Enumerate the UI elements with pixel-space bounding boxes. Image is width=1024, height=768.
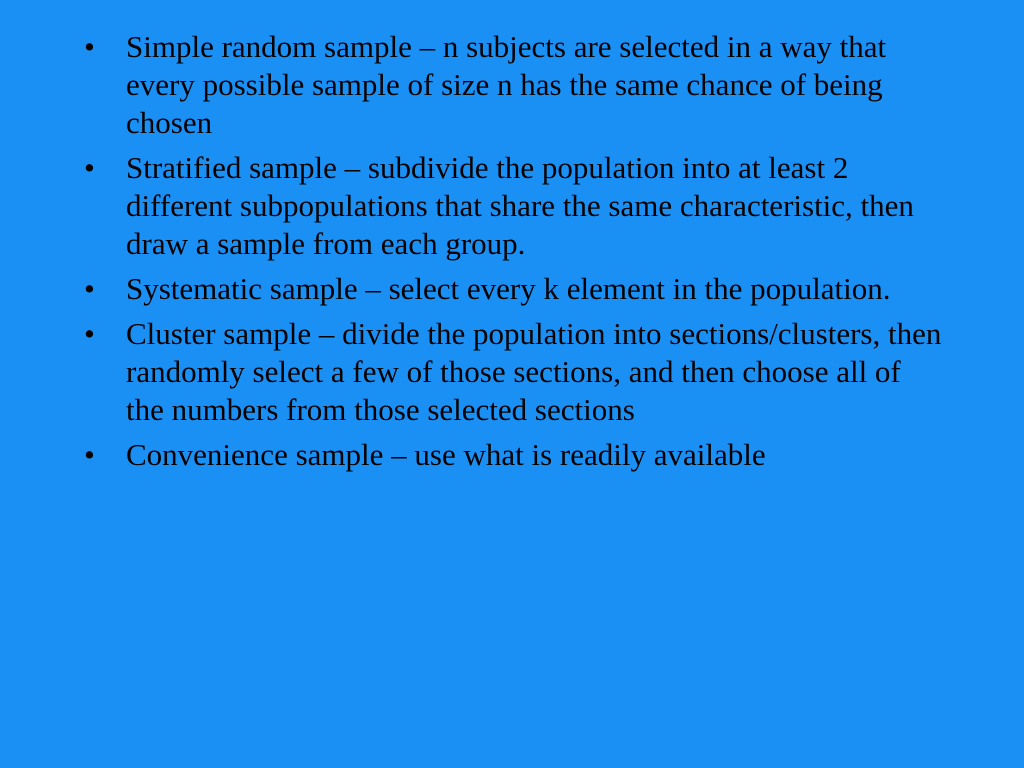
- bullet-icon: •: [84, 437, 95, 472]
- bullet-list: [84, 28, 944, 481]
- list-item-cluster-sample: [84, 315, 944, 429]
- list-item-systematic-sample: [84, 270, 944, 308]
- bullet-icon: •: [84, 29, 95, 64]
- list-item-stratified-sample: [84, 149, 944, 263]
- list-item-convenience-sample: [84, 436, 944, 474]
- bullet-icon: •: [84, 271, 95, 306]
- bullet-text: Stratified sample – subdivide the population into at least 2 different subpopulations that share the same characteristic, then draw a sample from each group.: [126, 150, 914, 261]
- list-item-simple-random-sample: [84, 28, 944, 142]
- bullet-icon: •: [84, 316, 95, 351]
- bullet-icon: •: [84, 150, 95, 185]
- bullet-text: Simple random sample – n subjects are selected in a way that every possible sample of size n has the same chance of being chosen: [126, 29, 887, 140]
- bullet-text: Cluster sample – divide the population into sections/clusters, then randomly select a few of those sections, and then choose all of the numbers from those selected sections: [126, 316, 942, 427]
- bullet-text: Convenience sample – use what is readily available: [126, 437, 766, 472]
- bullet-text: Systematic sample – select every k element in the population.: [126, 271, 891, 306]
